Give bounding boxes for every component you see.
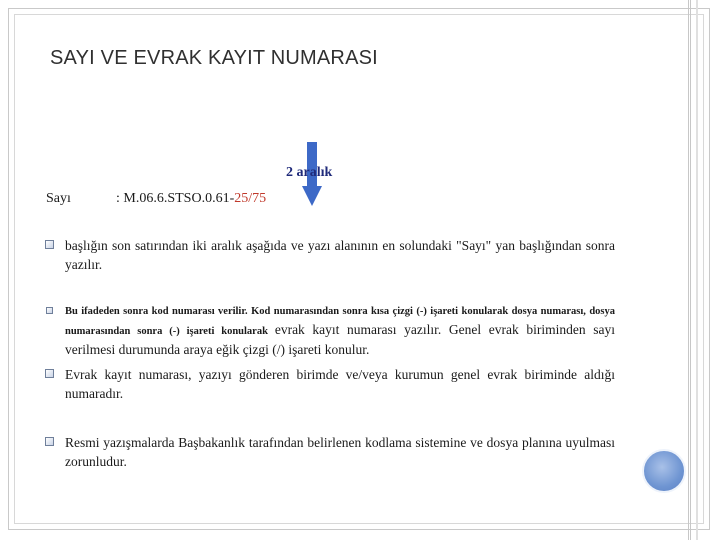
square-bullet-icon [45, 437, 54, 446]
bullet-paragraph-2 [65, 303, 615, 361]
bullet-paragraph-1: başlığın son satırından iki aralık aşağıda ve yazı alanının en solundaki "Sayı" yan başlığından sonra yazılır. [65, 238, 615, 272]
square-bullet-icon [45, 240, 54, 249]
blue-circle-decoration [642, 449, 686, 493]
spacing-annotation: 2 aralık [286, 165, 333, 180]
bullet-paragraph-2-small: Bu ifadeden sonra kod numarası verilir. Kod numarasından sonra kısa çizgi (-) işareti konularak dosya numarası, dosya numarasından sonra (-) işareti konularak [65, 306, 615, 337]
sayi-value-highlight: 25/75 [234, 191, 267, 206]
right-decorative-rule-secondary [696, 0, 698, 540]
sayi-label: Sayı [46, 191, 71, 206]
square-bullet-icon [45, 369, 54, 378]
slide-title: SAYI VE EVRAK KAYIT NUMARASI [50, 47, 378, 69]
right-decorative-rule [688, 0, 691, 540]
bullet-paragraph-3: Evrak kayıt numarası, yazıyı gönderen birimde ve/veya kurumun genel evrak biriminde aldığı numaradır. [65, 367, 615, 401]
square-bullet-icon [46, 307, 53, 314]
sayi-value [116, 191, 266, 207]
bullet-paragraph-4: Resmi yazışmalarda Başbakanlık tarafından belirlenen kodlama sistemine ve dosya planına uyulması zorunludur. [65, 435, 615, 469]
sayi-value-prefix: : M.06.6.STSO.0.61- [116, 191, 235, 206]
bullet-paragraph-2-large: evrak kayıt numarası yazılır. Genel evrak biriminden sayı verilmesi durumunda araya eğik çizgi (/) işareti konulur. [65, 322, 615, 357]
